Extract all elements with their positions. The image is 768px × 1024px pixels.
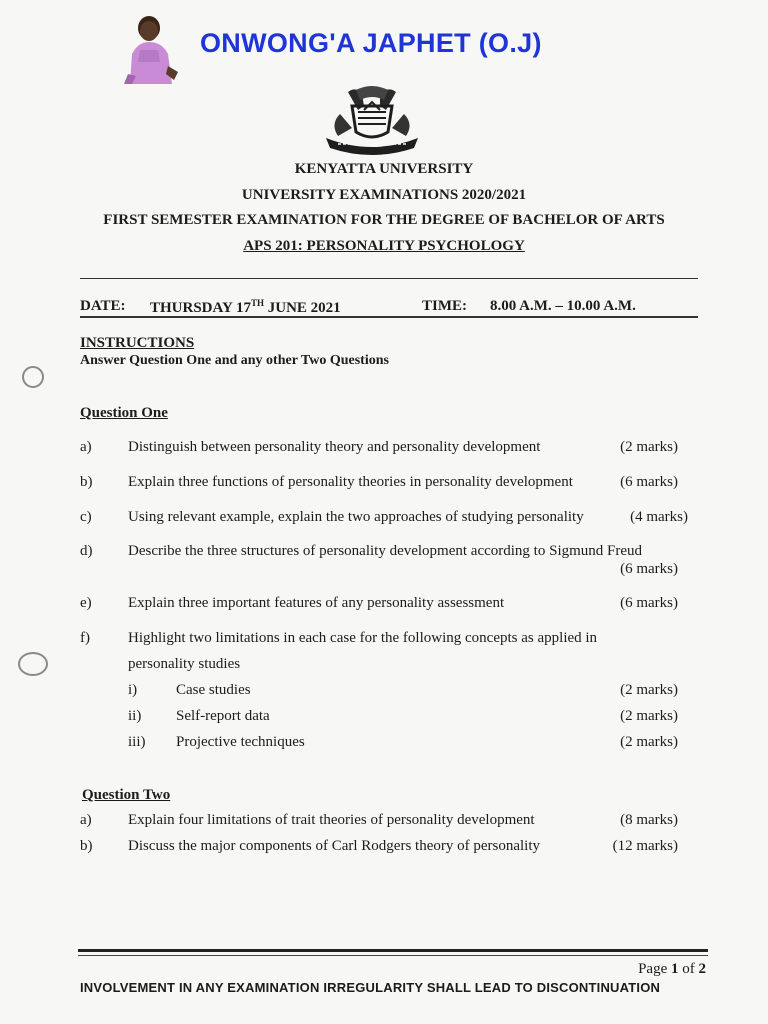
scan-speck — [22, 366, 44, 388]
item-label: f) — [80, 630, 90, 646]
item-text-continued: personality studies — [128, 656, 241, 672]
subitem-marks: (2 marks) — [620, 708, 678, 724]
item-text: Explain four limitations of trait theories of personality development — [128, 812, 535, 828]
instructions-text: Answer Question One and any other Two Questions — [80, 353, 389, 368]
author-avatar — [118, 14, 180, 84]
item-text: Discuss the major components of Carl Rodgers theory of personality — [128, 838, 541, 854]
exam-session: UNIVERSITY EXAMINATIONS 2020/2021 — [241, 187, 527, 203]
item-marks: (6 marks) — [620, 474, 678, 490]
item-label: b) — [80, 474, 93, 490]
subitem-label: i) — [128, 682, 138, 698]
university-name: KENYATTA UNIVERSITY — [294, 161, 474, 177]
question-two-title: Question Two — [82, 787, 171, 803]
item-marks: (12 marks) — [612, 838, 678, 854]
subitem-marks: (2 marks) — [620, 682, 678, 698]
item-marks: (2 marks) — [620, 439, 678, 455]
item-label: c) — [80, 509, 92, 525]
item-text: Explain three important features of any personality assessment — [128, 595, 505, 611]
item-label: a) — [80, 812, 92, 828]
page-number: Page 1 of 2 — [638, 961, 706, 977]
scan-speck — [18, 652, 48, 676]
item-marks: (6 marks) — [620, 561, 678, 577]
item-label: e) — [80, 595, 92, 611]
item-marks: (4 marks) — [630, 509, 688, 525]
footer-divider — [78, 955, 708, 956]
date-label: DATE: — [80, 298, 126, 314]
date-value: THURSDAY 17TH JUNE 2021 — [150, 298, 341, 316]
watermark-name: ONWONG'A JAPHET (O.J) — [200, 28, 542, 58]
exam-title: FIRST SEMESTER EXAMINATION FOR THE DEGREE OF BACHELOR OF ARTS — [103, 212, 665, 228]
time-label: TIME: — [422, 298, 467, 314]
item-label: a) — [80, 439, 92, 455]
course-title: APS 201: PERSONALITY PSYCHOLOGY — [243, 238, 525, 254]
item-marks: (6 marks) — [620, 595, 678, 611]
item-label: d) — [80, 543, 93, 559]
university-crest-logo — [318, 84, 426, 156]
item-label: b) — [80, 838, 93, 854]
subitem-label: ii) — [128, 708, 142, 724]
item-text: Distinguish between personality theory and personality development — [128, 439, 541, 455]
subitem-marks: (2 marks) — [620, 734, 678, 750]
instructions-title: INSTRUCTIONS — [80, 335, 195, 351]
subitem-label: iii) — [128, 734, 146, 750]
divider — [80, 316, 698, 318]
irregularity-warning: INVOLVEMENT IN ANY EXAMINATION IRREGULARITY SHALL LEAD TO DISCONTINUATION — [80, 980, 661, 995]
subitem-text: Projective techniques — [176, 734, 305, 750]
item-text: Highlight two limitations in each case for the following concepts as applied in — [128, 630, 598, 646]
item-text: Using relevant example, explain the two approaches of studying personality — [128, 509, 584, 525]
divider — [80, 278, 698, 279]
item-text: Explain three functions of personality theories in personality development — [128, 474, 573, 490]
subitem-text: Case studies — [176, 682, 251, 698]
item-marks: (8 marks) — [620, 812, 678, 828]
subitem-text: Self-report data — [176, 708, 270, 724]
footer-divider — [78, 949, 708, 952]
time-value: 8.00 A.M. – 10.00 A.M. — [490, 298, 636, 314]
question-one-title: Question One — [80, 405, 168, 421]
item-text: Describe the three structures of personality development according to Sigmund Freud — [128, 543, 643, 559]
